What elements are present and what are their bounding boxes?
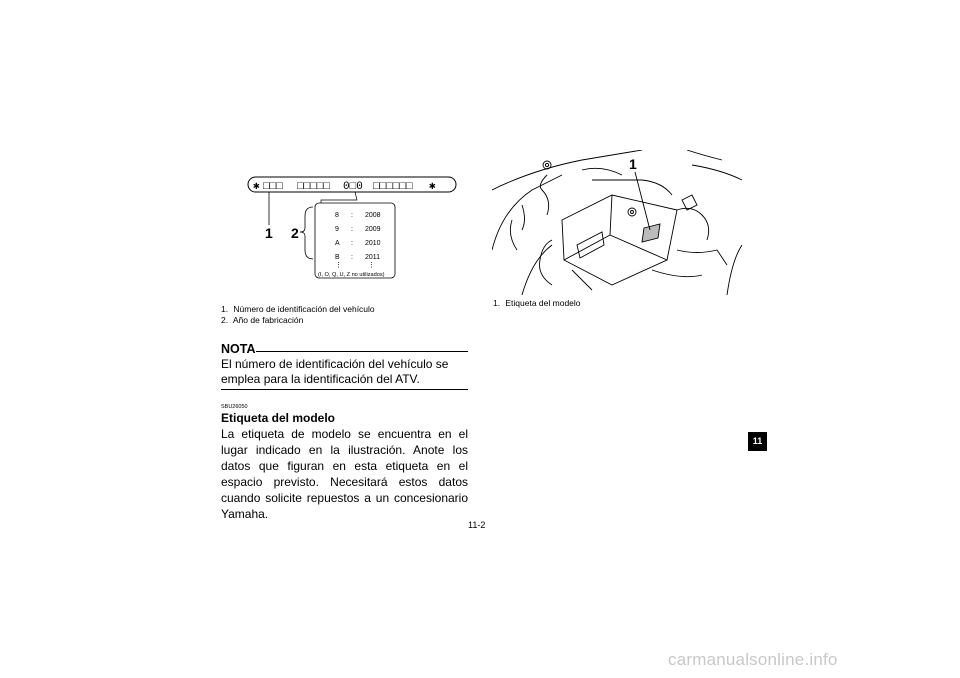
watermark: carmanualsonline.info — [668, 650, 838, 669]
vin-suffix: ✱ — [429, 181, 436, 193]
year-brace — [300, 207, 313, 259]
vin-group-3: 0□0 — [343, 181, 363, 193]
year-table — [315, 203, 395, 278]
caption-item: 2. Año de fabricación — [221, 315, 304, 325]
vin-diagram — [245, 170, 465, 285]
ellipsis: ⋮ — [335, 262, 342, 269]
year-code: B — [335, 254, 340, 261]
nota-title: NOTA — [221, 342, 256, 356]
section-code: SBU26050 — [221, 404, 248, 410]
photo-caption: 1. Etiqueta del modelo — [493, 298, 581, 308]
vin-prefix: ✱ — [253, 181, 260, 193]
chapter-tab: 11 — [748, 432, 767, 451]
section-title: Etiqueta del modelo — [221, 411, 336, 425]
nota-divider-bottom — [221, 389, 468, 390]
callout-1: 1 — [265, 225, 273, 241]
year-sep: : — [351, 240, 353, 247]
year-value: 2009 — [365, 226, 381, 233]
caption-item: 1. Número de identificación del vehículo — [221, 304, 375, 314]
year-value: 2008 — [365, 212, 381, 219]
ellipsis: ⋮ — [368, 262, 375, 269]
vin-group-2: □□□□□ — [297, 181, 331, 193]
year-value: 2011 — [365, 254, 381, 261]
callout-2: 2 — [291, 225, 299, 241]
year-leader — [321, 192, 357, 203]
model-label-illustration — [492, 150, 744, 295]
year-sep: : — [351, 254, 353, 261]
page-number: 11-2 — [468, 520, 486, 530]
nota-divider-top — [256, 351, 468, 352]
year-code: 8 — [335, 212, 339, 219]
year-value: 2010 — [365, 240, 381, 247]
nota-text: El número de identificación del vehículo se emplea para la identificación del ATV. — [221, 357, 449, 386]
section-body: La etiqueta de modelo se encuentra en el lugar indicado en la ilustración. Anote los datos que figuran en esta etiqueta en el espacio previsto. Necesitará estos datos cuando solicite repuestos a un concesionario Yamaha. — [221, 427, 468, 521]
unused-note: (I, O, Q, U, Z no utilizados) — [318, 272, 385, 278]
photo-callout-1: 1 — [629, 156, 637, 172]
year-sep: : — [351, 226, 353, 233]
vin-group-1: □□□ — [263, 181, 283, 193]
year-code: 9 — [335, 226, 339, 233]
vin-group-4: □□□□□□ — [373, 181, 413, 193]
year-sep: : — [351, 212, 353, 219]
year-code: A — [335, 240, 340, 247]
left-captions — [221, 304, 375, 326]
